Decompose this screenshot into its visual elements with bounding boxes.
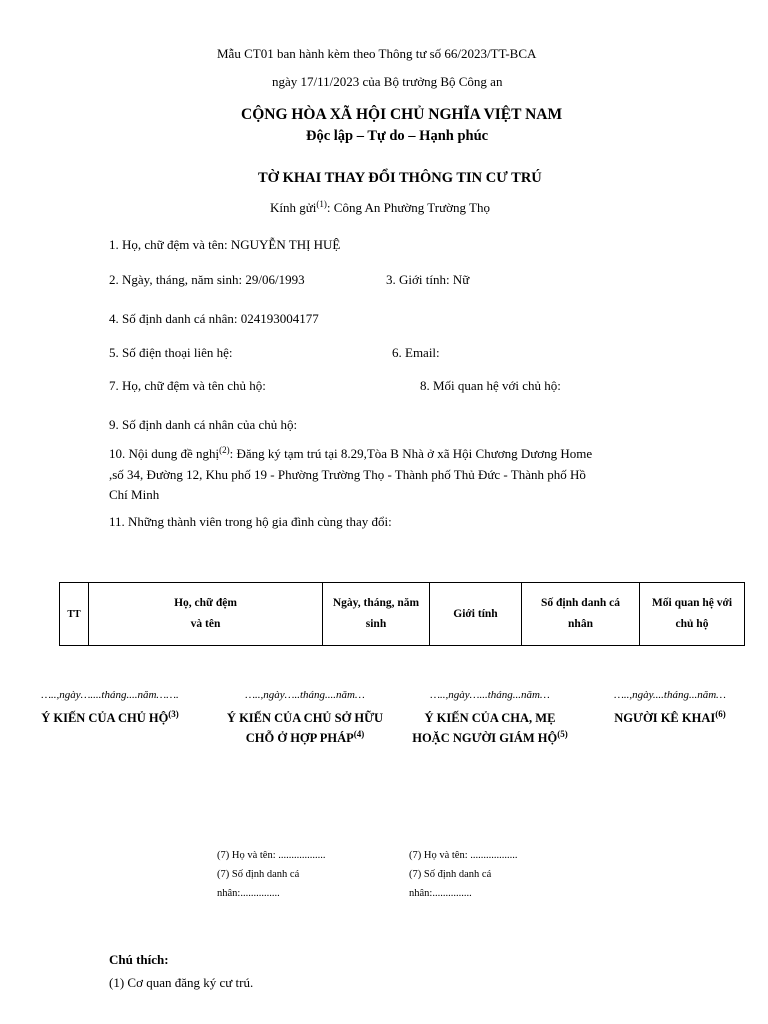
signature-footnote: (6) (715, 709, 726, 719)
national-motto: Độc lập – Tự do – Hạnh phúc (306, 128, 489, 144)
request-line-2: ,số 34, Đường 12, Khu phố 19 - Phường Trường Thọ - Thành phố Thủ Đức - Thành phố Hồ (109, 467, 586, 482)
field-head-name: 7. Họ, chữ đệm và tên chủ hộ: (109, 378, 266, 393)
signature-title-text: Ý KIẾN CỦA CHỦ HỘ (41, 711, 169, 725)
signature-date: …..,ngày…....tháng....năm……. (41, 689, 179, 701)
col-header-id (522, 583, 640, 646)
members-table (59, 582, 745, 646)
note-item: (1) Cơ quan đăng ký cư trú. (109, 975, 254, 990)
signature-title-line2: HOẶC NGƯỜI GIÁM HỘ (412, 731, 558, 745)
recipient-label: Kính gửi (270, 200, 317, 215)
signature-parent-guardian (400, 688, 580, 748)
owner-id-line: (7) Số định danh cá (217, 869, 300, 880)
signature-footnote: (3) (168, 709, 179, 719)
col-header-dob (323, 583, 430, 646)
signature-title (205, 708, 405, 748)
guardian-id-line-2: nhân:............... (409, 888, 472, 899)
owner-id-line-2: nhân:............... (217, 888, 280, 899)
field-gender: 3. Giới tính: Nữ (386, 272, 470, 287)
field-relationship: 8. Mối quan hệ với chủ hộ: (420, 378, 561, 393)
col-header-name-text: Họ, chữ đệm và tên (174, 597, 237, 630)
field-email: 6. Email: (392, 345, 440, 360)
field-full-name: 1. Họ, chữ đệm và tên: NGUYỄN THỊ HUỆ (109, 237, 341, 252)
signature-title-line2: CHỖ Ở HỢP PHÁP (245, 731, 354, 745)
request-line-3: Chí Minh (109, 487, 160, 502)
guardian-name-line: (7) Họ và tên: .................. (409, 850, 518, 861)
field-members-label: 11. Những thành viên trong hộ gia đình cùng thay đổi: (109, 514, 392, 529)
col-header-name (89, 583, 323, 646)
signature-title (588, 708, 752, 728)
field-id-number: 4. Số định danh cá nhân: 024193004177 (109, 311, 319, 326)
form-issue-date: ngày 17/11/2023 của Bộ trưởng Bộ Công an (272, 74, 503, 89)
table-header-row (60, 583, 745, 646)
form-reference: Mẫu CT01 ban hành kèm theo Thông tư số 66/2023/TT-BCA (217, 46, 537, 61)
field-head-id: 9. Số định danh cá nhân của chủ hộ: (109, 417, 298, 432)
signature-title-text: Ý KIẾN CỦA CHA, MẸ (424, 711, 556, 725)
owner-name-line: (7) Họ và tên: .................. (217, 850, 326, 861)
signature-footnote: (5) (557, 729, 568, 739)
signature-date: …..,ngày....tháng...năm… (614, 689, 726, 701)
request-label: 10. Nội dung đề nghị (109, 446, 220, 461)
recipient-footnote: (1) (316, 199, 327, 209)
country-name: CỘNG HÒA XÃ HỘI CHỦ NGHĨA VIỆT NAM (241, 106, 563, 123)
col-header-dob-text: Ngày, tháng, năm sinh (332, 597, 420, 630)
col-header-gender: Giới tính (430, 583, 522, 646)
recipient (270, 200, 490, 216)
signature-declarant (588, 688, 752, 728)
owner-details (217, 846, 325, 903)
signature-date: …..,ngày…..tháng....năm… (245, 689, 365, 701)
signature-title-text: NGƯỜI KÊ KHAI (614, 711, 716, 725)
form-title: TỜ KHAI THAY ĐỔI THÔNG TIN CƯ TRÚ (258, 170, 542, 186)
col-header-id-text: Số định danh cá nhân (541, 597, 620, 630)
col-header-relationship-text: Mối quan hệ với chủ hộ (651, 597, 733, 630)
field-request (109, 446, 592, 462)
guardian-details (409, 846, 517, 903)
signature-footnote: (4) (353, 729, 365, 739)
col-header-relationship (640, 583, 745, 646)
signature-title (400, 708, 580, 748)
notes-heading: Chú thích: (109, 952, 169, 967)
request-line-1: : Đăng ký tạm trú tại 8.29,Tòa B Nhà ở xã Hội Chương Dương Home (229, 446, 593, 461)
field-dob: 2. Ngày, tháng, năm sinh: 29/06/1993 (109, 272, 305, 287)
signature-property-owner (205, 688, 405, 748)
guardian-id-line: (7) Số định danh cá (409, 869, 492, 880)
signature-date: …..,ngày…...tháng...năm… (430, 689, 550, 701)
recipient-value: : Công An Phường Trường Thọ (326, 200, 490, 215)
signature-title-text: Ý KIẾN CỦA CHỦ SỞ HỮU (226, 711, 384, 725)
signature-head-of-household (20, 688, 200, 728)
request-footnote: (2) (219, 445, 230, 455)
signature-title (20, 708, 200, 728)
col-header-tt: TT (60, 583, 89, 646)
field-phone: 5. Số điện thoại liên hệ: (109, 345, 233, 360)
